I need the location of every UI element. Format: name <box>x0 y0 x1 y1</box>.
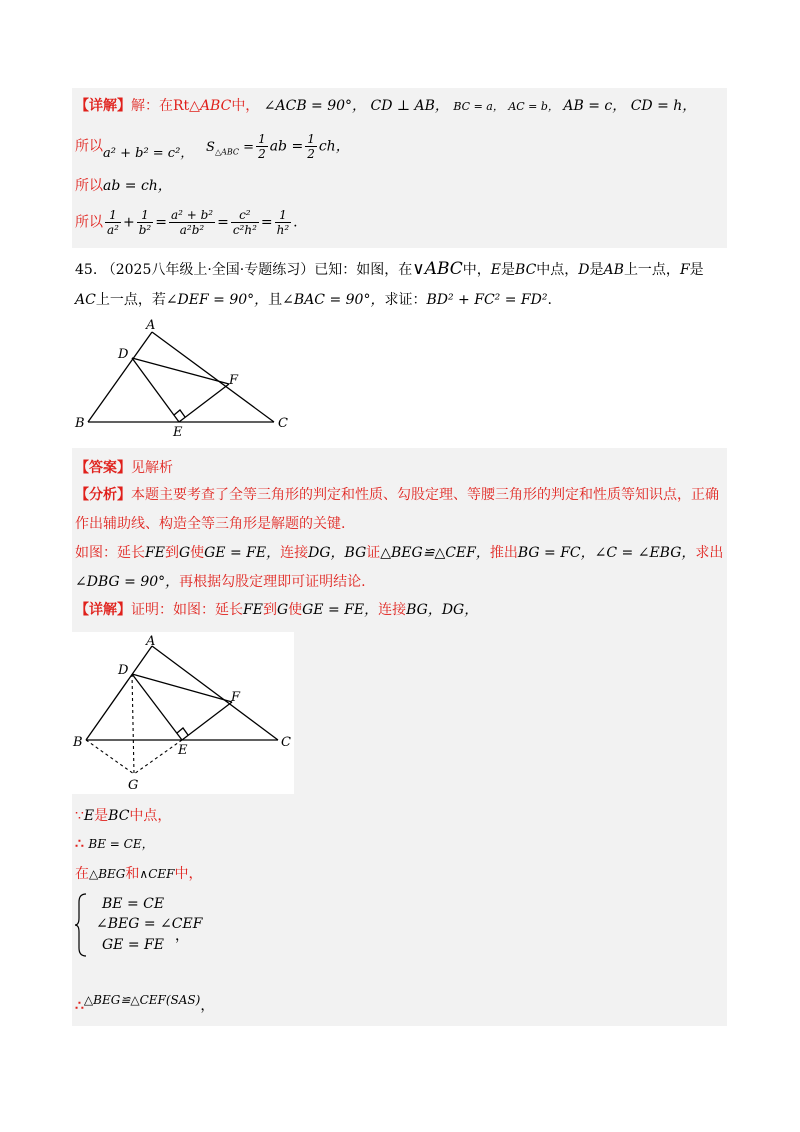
segment-BA <box>88 332 152 422</box>
label-E: E <box>173 425 183 440</box>
proof-step3: 在△BEG和∧CEF中， <box>75 866 203 882</box>
label-D: D <box>118 347 129 362</box>
analysis-line3: 如图：延长FE到G使GE = FE，连接DG，BG证△BEG≌△CEF，推出BG = FC，∠C = ∠EBG，求出 <box>75 545 724 561</box>
q45-question-line1: 45. （2025八年级上·全国·专题练习）已知：如图，在∨ABC中，E是BC中点，D是AB上一点，F是 <box>75 259 704 279</box>
label-E: E <box>178 743 188 758</box>
proof-intro: 【详解】证明：如图：延长FE到G使GE = FE，连接BG，DG， <box>75 602 479 618</box>
proof-figure <box>72 632 294 794</box>
label-F: F <box>231 690 241 705</box>
system-brace <box>74 892 88 958</box>
detail-tag: 【详解】 <box>75 98 131 114</box>
proof-step2: ∴ BE = CE， <box>75 836 154 852</box>
q44-line3: 所以ab = ch， <box>75 178 172 194</box>
label-C: C <box>278 416 288 431</box>
system-end: ， <box>175 928 189 944</box>
segment-DE <box>132 358 179 422</box>
segment-EF <box>179 384 229 422</box>
q44-line4: 所以 $\frac{1}{\text{a²}}$ + $\frac{1}{\text{b²}}$ = $\frac{\text{a² + b²}}{\text{a²b²}}$ = $\frac{\text{c²}}{\text{c²h²}}$ = $\frac{1}{\text{h²}}$ . <box>75 208 298 237</box>
label-G: G <box>128 778 139 793</box>
label-A: A <box>146 634 156 649</box>
system-row-3: GE = FE <box>102 937 164 953</box>
analysis-line4: ∠DBG = 90°，再根据勾股定理即可证明结论. <box>75 574 366 590</box>
q44-line2: 所以a² + b² = c²， $S_{\triangle ABC}$ = $\frac{1}{2}$ ab = $\frac{1}{2}$ ch， <box>75 132 350 161</box>
q44-line1: 【详解】解：在Rt△ABC中， ∠ACB = 90°， CD ⊥ AB， BC = a， AC = b， AB = c， CD = h， <box>75 98 697 114</box>
proof-step4: ∴△BEG≌△CEF(SAS)， <box>75 993 215 1014</box>
label-D: D <box>118 663 129 678</box>
segment-DF <box>132 358 229 384</box>
q45-question-line2: AC上一点，若∠DEF = 90°，且∠BAC = 90°，求证：BD² + FC² = FD². <box>75 292 552 308</box>
proof-step1: ∵E是BC中点， <box>75 808 172 824</box>
system-row-2: ∠BEG = ∠CEF <box>96 916 203 932</box>
label-C: C <box>281 735 291 750</box>
analysis-line1: 【分析】本题主要考查了全等三角形的判定和性质、勾股定理、等腰三角形的判定和性质等知识点，正确 <box>75 487 719 503</box>
label-F: F <box>229 373 239 388</box>
system-row-1: BE = CE <box>102 896 165 912</box>
segment-AC <box>152 332 274 422</box>
label-B: B <box>75 416 85 431</box>
label-A: A <box>146 318 156 333</box>
right-angle-mark <box>174 410 185 417</box>
analysis-line2: 作出辅助线、构造全等三角形是解题的关键. <box>75 516 346 532</box>
answer-line: 【答案】见解析 <box>75 460 173 476</box>
label-B: B <box>73 735 83 750</box>
q45-figure <box>72 312 302 442</box>
